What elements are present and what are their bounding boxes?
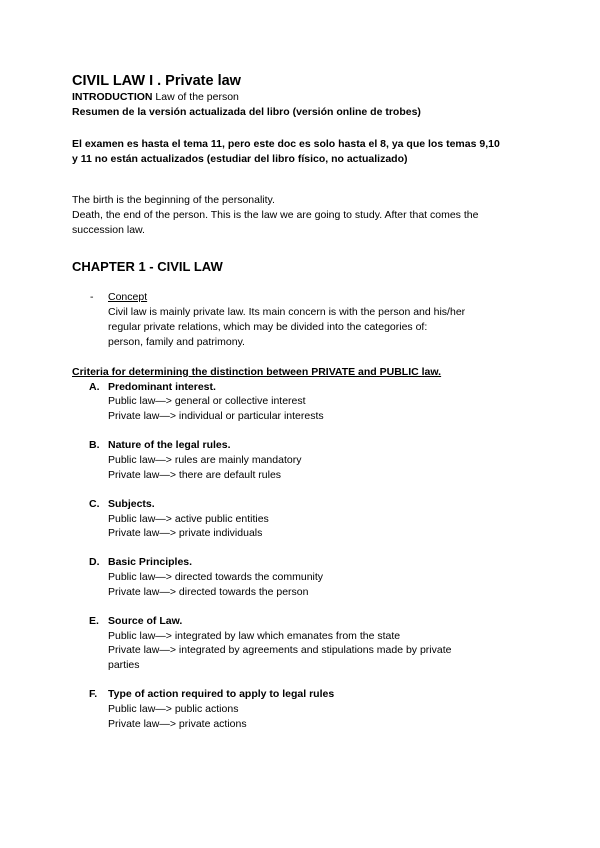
criteria-item-a [72,380,532,424]
item-line: Private law—> directed towards the person [108,585,309,598]
item-heading: Source of Law. [108,615,183,628]
item-letter: A. [89,380,100,393]
concept-line: Civil law is mainly private law. Its main concern is with the person and his/her [108,305,466,318]
item-line: Public law—> rules are mainly mandatory [108,453,302,466]
intro-line [72,90,532,105]
criteria-item-b [72,438,532,482]
exam-warning [72,137,532,167]
item-line: Public law—> public actions [108,703,239,716]
birth-paragraph [72,193,532,238]
intro-text: Law of the person [152,91,239,103]
item-line: Public law—> general or collective interest [108,395,306,408]
concept-heading: Concept [108,290,148,303]
item-line: Public law—> directed towards the community [108,571,324,584]
item-line: Private law—> private actions [108,717,247,730]
item-line: Private law—> integrated by agreements and stipulations made by private [108,644,452,657]
criteria-item-e [72,614,532,673]
item-heading: Nature of the legal rules. [108,439,231,452]
criteria-item-f [72,687,532,731]
criteria-item-c [72,497,532,541]
item-letter: E. [89,615,99,628]
summary-line: Resumen de la versión actualizada del libro (versión online de trobes) [72,105,421,118]
item-line: Private law—> individual or particular interests [108,410,324,422]
item-letter: D. [89,556,100,569]
warning-line: El examen es hasta el tema 11, pero este doc es solo hasta el 8, ya que los temas 9,10 [72,137,500,150]
item-line: Public law—> active public entities [108,512,269,525]
criteria-item-d [72,555,532,599]
document-title: CIVIL LAW I . Private law [72,73,241,89]
intro-label: INTRODUCTION [72,91,153,103]
item-line: Private law—> there are default rules [108,468,282,481]
criteria-list [72,380,532,732]
concept-line: regular private relations, which may be divided into the categories of: [108,320,428,333]
item-heading: Type of action required to apply to legal rules [108,688,335,701]
bullet-dash: - [90,290,94,303]
item-letter: B. [89,439,100,452]
document-page [72,72,532,731]
item-letter: C. [89,497,100,510]
item-heading: Subjects. [108,497,155,510]
criteria-heading: Criteria for determining the distinction between PRIVATE and PUBLIC law. [72,365,442,378]
concept-block [72,290,532,350]
paragraph-line: Death, the end of the person. This is the law we are going to study. After that comes the [72,208,479,221]
item-line: Public law—> integrated by law which emanates from the state [108,629,401,642]
warning-line: y 11 no están actualizados (estudiar del libro físico, no actualizado) [72,152,408,165]
chapter-heading: CHAPTER 1 - CIVIL LAW [72,258,223,274]
paragraph-line: succession law. [72,223,145,236]
item-heading: Predominant interest. [108,380,216,393]
item-letter: F. [89,688,98,701]
concept-line: person, family and patrimony. [108,335,245,348]
item-line: parties [108,659,140,672]
item-heading: Basic Principles. [108,556,193,569]
item-line: Private law—> private individuals [108,527,263,540]
paragraph-line: The birth is the beginning of the personality. [72,193,275,206]
